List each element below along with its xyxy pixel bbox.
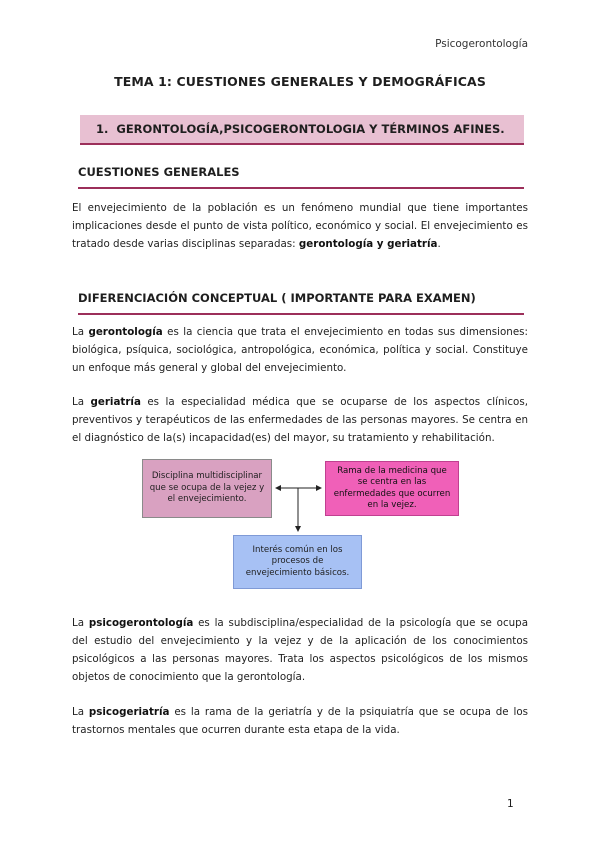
paragraph-envejecimiento: El envejecimiento de la población es un fenómeno mundial que tiene importantes implicaciones desde el punto de vista político, económico y social. El envejecimiento es tratado desde varias disciplinas separadas: gerontología y geriatría. xyxy=(72,202,528,250)
diagram-box-gerontologia: Disciplina multidisciplinar que se ocupa de la vejez y el envejecimiento. xyxy=(142,459,272,518)
section-number: 1. xyxy=(96,122,109,136)
page-header: Psicogerontología xyxy=(435,38,528,50)
diagram-box-interes-comun: Interés común en los procesos de envejecimiento básicos. xyxy=(233,535,362,589)
section-title: GERONTOLOGÍA,PSICOGERONTOLOGIA Y TÉRMINOS AFINES. xyxy=(116,122,505,136)
term-psicogerontologia: psicogerontología xyxy=(88,617,194,629)
paragraph-psicogerontologia: La psicogerontología es la subdisciplina/especialidad de la psicología que se ocupa del estudio del envejecimiento y la vejez y de la aplicación de los conocimientos psicológicos a las personas mayores. Trata los aspectos psicológicos de los mismos objetos de conocimiento que la gerontología. xyxy=(72,617,528,683)
section-banner xyxy=(80,115,524,145)
document-title: TEMA 1: CUESTIONES GENERALES Y DEMOGRÁFICAS xyxy=(114,74,486,89)
term-gerontologia: gerontología xyxy=(88,326,163,338)
term-geriatria: geriatría xyxy=(90,396,141,408)
paragraph-geriatria: La geriatría es la especialidad médica que se ocuparse de los aspectos clínicos, preventivos y terapéuticos de las enfermedades de las personas mayores. Se centra en el diagnóstico de la(s) incapacidad(es) del mayor, su tratamiento y rehabilitación. xyxy=(72,396,528,444)
term-psicogeriatria: psicogeriatría xyxy=(88,706,170,718)
paragraph-gerontologia: La gerontología es la ciencia que trata el envejecimiento en todas sus dimensiones: biológica, psíquica, sociológica, antropológica, económica, política y social. Constituye un enfoque más general y global del envejecimiento. xyxy=(72,326,528,374)
diagram-box-geriatria: Rama de la medicina que se centra en las enfermedades que ocurren en la vejez. xyxy=(325,461,459,516)
paragraph-psicogeriatria: La psicogeriatría es la rama de la geriatría y de la psiquiatría que se ocupa de los trastornos mentales que ocurren durante esta etapa de la vida. xyxy=(72,706,528,736)
heading-diferenciacion: DIFERENCIACIÓN CONCEPTUAL ( IMPORTANTE PARA EXAMEN) xyxy=(78,291,524,315)
bold-term: gerontología y geriatría xyxy=(298,238,438,250)
page-number: 1 xyxy=(507,798,514,810)
heading-cuestiones-generales: CUESTIONES GENERALES xyxy=(78,165,524,189)
